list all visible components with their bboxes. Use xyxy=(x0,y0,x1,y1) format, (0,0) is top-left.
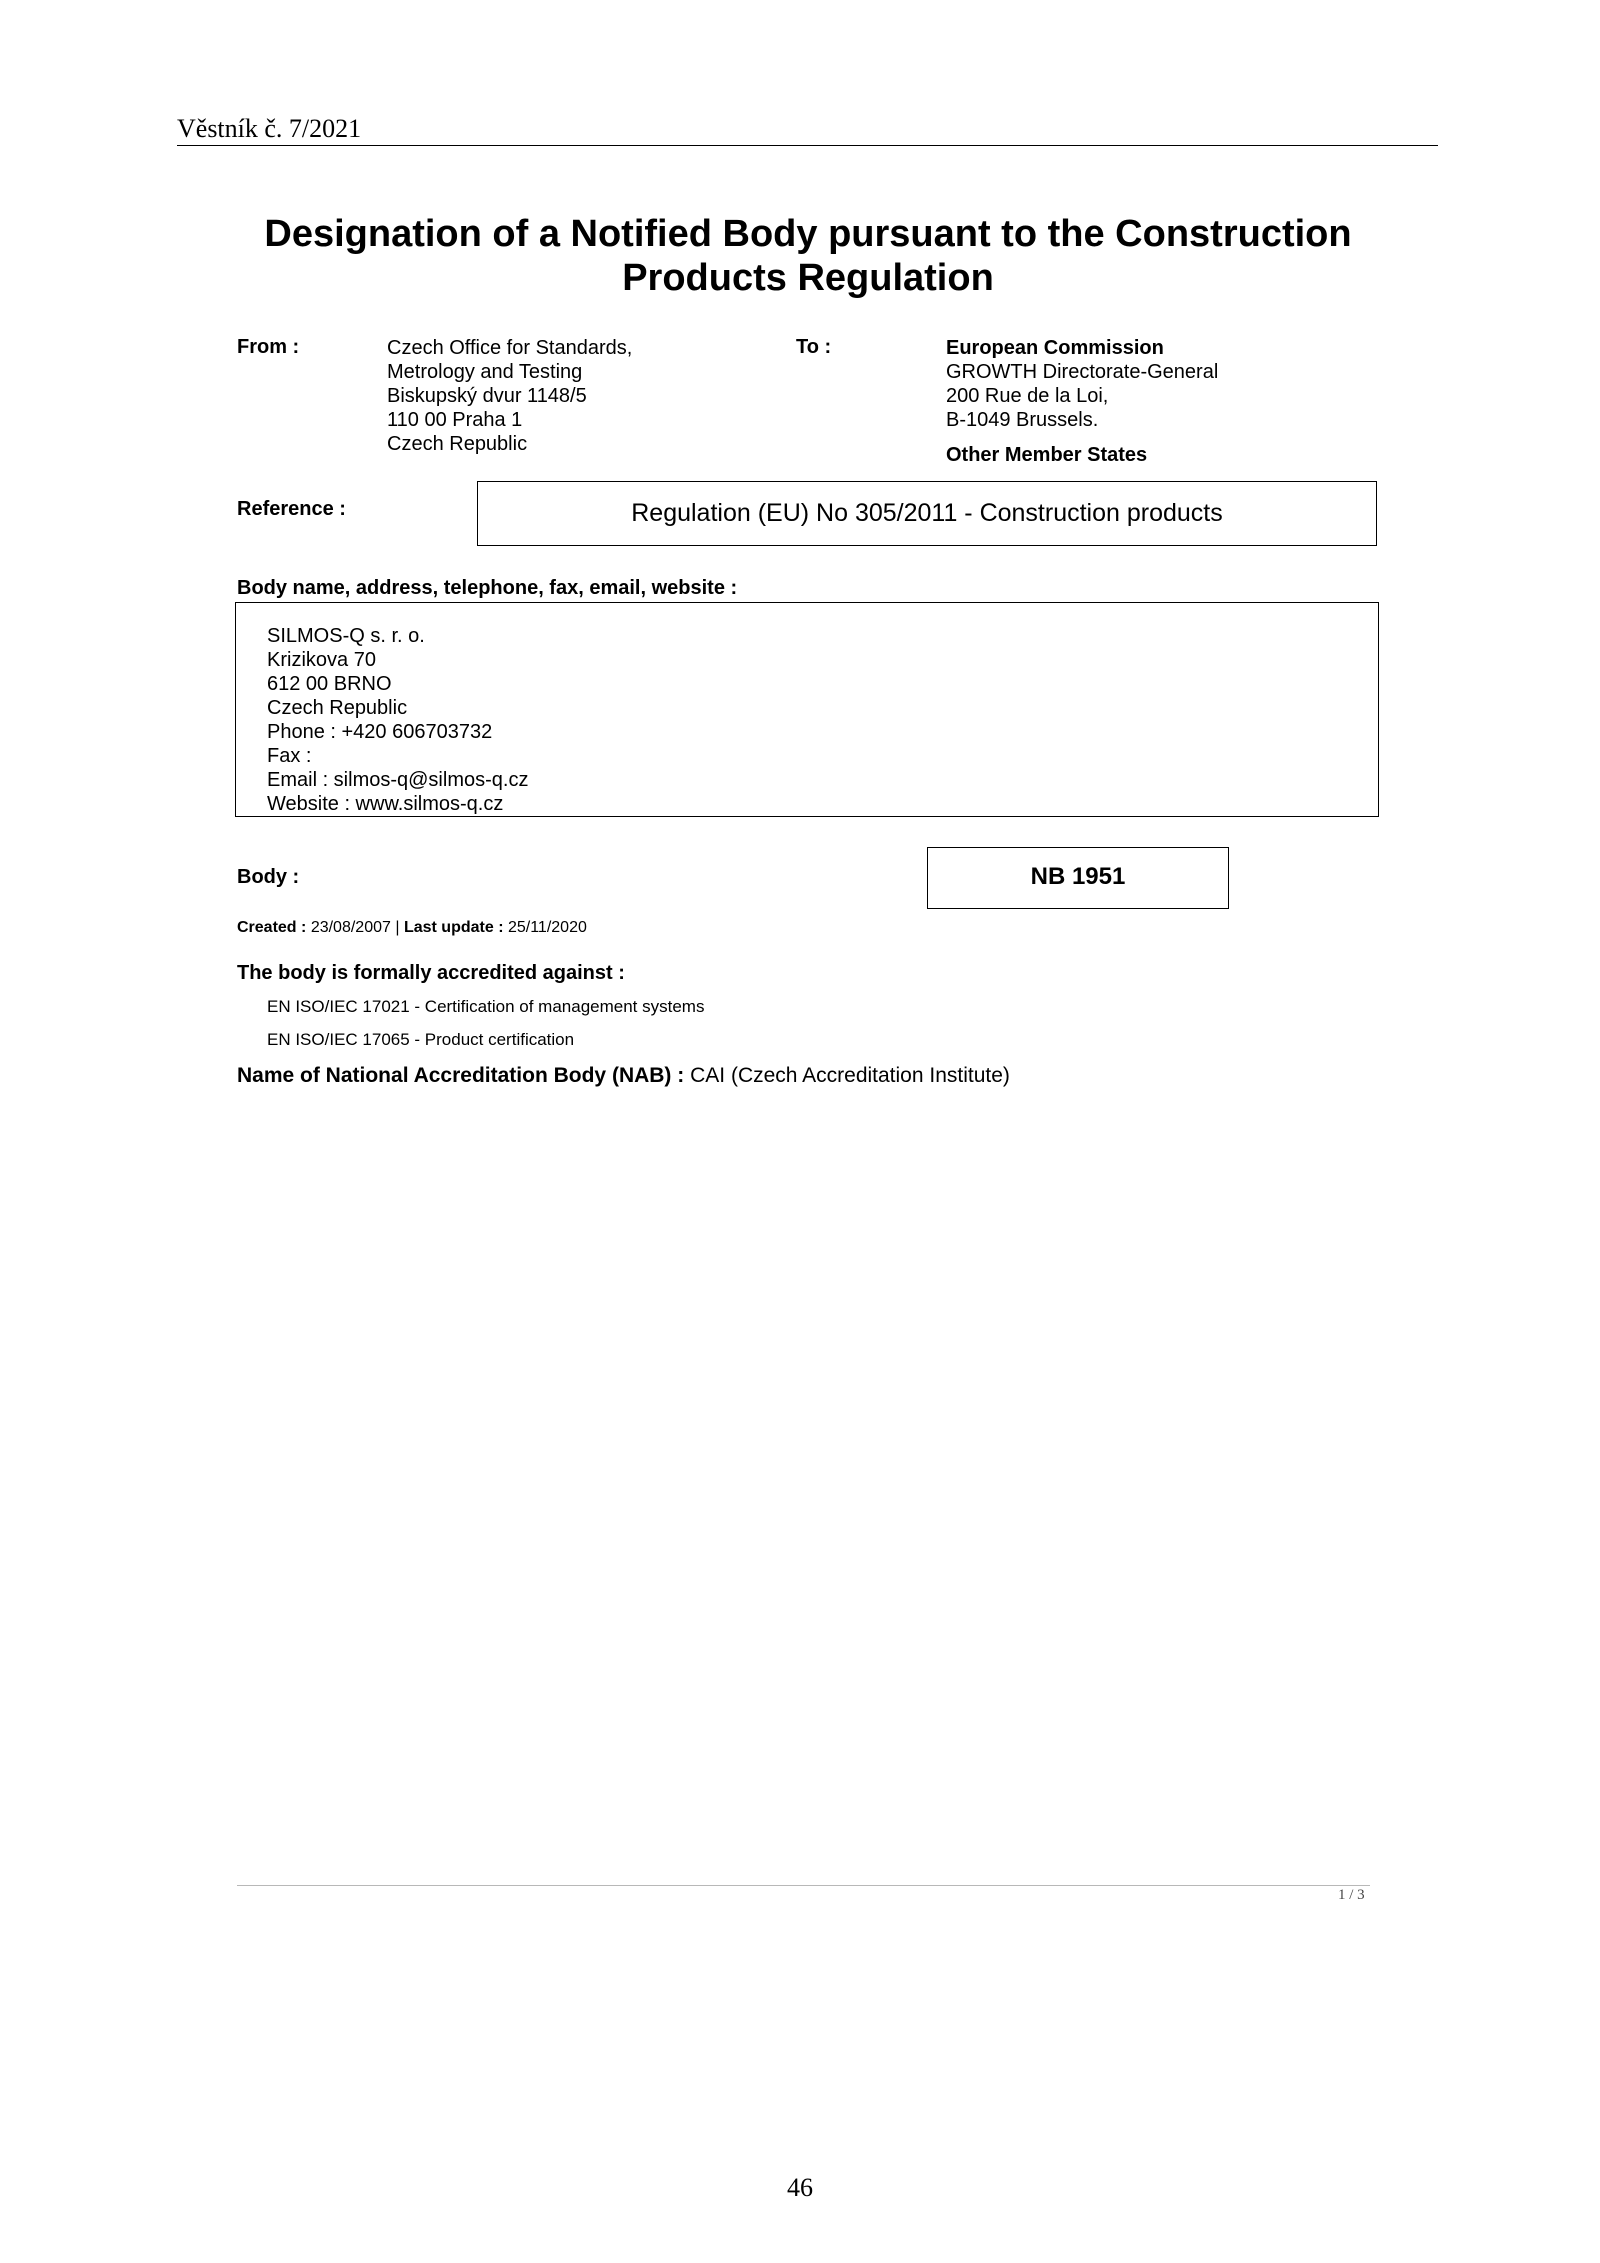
updated-date: 25/11/2020 xyxy=(507,919,587,936)
from-line: Czech Republic xyxy=(387,433,528,455)
journal-header: Věstník č. 7/2021 xyxy=(177,114,362,143)
nab-line xyxy=(237,1064,1010,1088)
notified-body-number: NB 1951 xyxy=(927,847,1229,909)
to-label: To : xyxy=(796,336,832,358)
from-line: Metrology and Testing xyxy=(387,361,583,383)
nab-label: Name of National Accreditation Body (NAB) : xyxy=(237,1064,685,1087)
title-line-2: Products Regulation xyxy=(622,257,994,299)
other-member-states: Other Member States xyxy=(946,444,1148,466)
from-line: Czech Office for Standards, xyxy=(387,337,633,359)
body-address xyxy=(267,624,528,816)
body-email: Email : silmos-q@silmos-q.cz xyxy=(267,769,529,791)
body-label: Body : xyxy=(237,866,300,888)
created-date: 23/08/2007 xyxy=(310,919,391,936)
updated-label: Last update : xyxy=(403,919,504,936)
accreditation-item: EN ISO/IEC 17021 - Certification of management systems xyxy=(267,997,705,1016)
body-website: Website : www.silmos-q.cz xyxy=(267,793,504,815)
to-line: 200 Rue de la Loi, xyxy=(946,385,1109,407)
body-address-line: Czech Republic xyxy=(267,697,408,719)
from-label: From : xyxy=(237,336,300,358)
accreditation-list xyxy=(267,997,704,1063)
dates-line xyxy=(237,919,587,937)
title-line-1: Designation of a Notified Body pursuant to the Construction xyxy=(264,213,1352,255)
page-number: 46 xyxy=(787,2173,813,2202)
body-address-line: 612 00 BRNO xyxy=(267,673,392,695)
header-rule xyxy=(177,145,1438,146)
body-address-label: Body name, address, telephone, fax, email, website : xyxy=(237,577,738,599)
accreditation-item: EN ISO/IEC 17065 - Product certification xyxy=(267,1030,575,1049)
accreditation-label: The body is formally accredited against : xyxy=(237,962,625,984)
reference-box: Regulation (EU) No 305/2011 - Construction products xyxy=(477,481,1377,546)
page-of-indicator: 1 / 3 xyxy=(1338,1887,1365,1903)
document-title xyxy=(200,212,1416,300)
from-line: 110 00 Praha 1 xyxy=(387,409,523,431)
to-line: B-1049 Brussels. xyxy=(946,409,1099,431)
to-name: European Commission xyxy=(946,337,1164,359)
to-address xyxy=(946,336,1218,432)
reference-label: Reference : xyxy=(237,498,346,520)
dates-separator: | xyxy=(395,919,400,936)
body-fax: Fax : xyxy=(267,745,312,767)
from-line: Biskupský dvur 1148/5 xyxy=(387,385,587,407)
to-line: GROWTH Directorate-General xyxy=(946,361,1219,383)
body-address-line: SILMOS-Q s. r. o. xyxy=(267,625,425,647)
created-label: Created : xyxy=(237,919,307,936)
body-phone: Phone : +420 606703732 xyxy=(267,721,493,743)
from-address xyxy=(387,336,632,456)
footer-rule xyxy=(237,1885,1370,1886)
nab-value: CAI (Czech Accreditation Institute) xyxy=(690,1064,1010,1087)
body-address-line: Krizikova 70 xyxy=(267,649,376,671)
